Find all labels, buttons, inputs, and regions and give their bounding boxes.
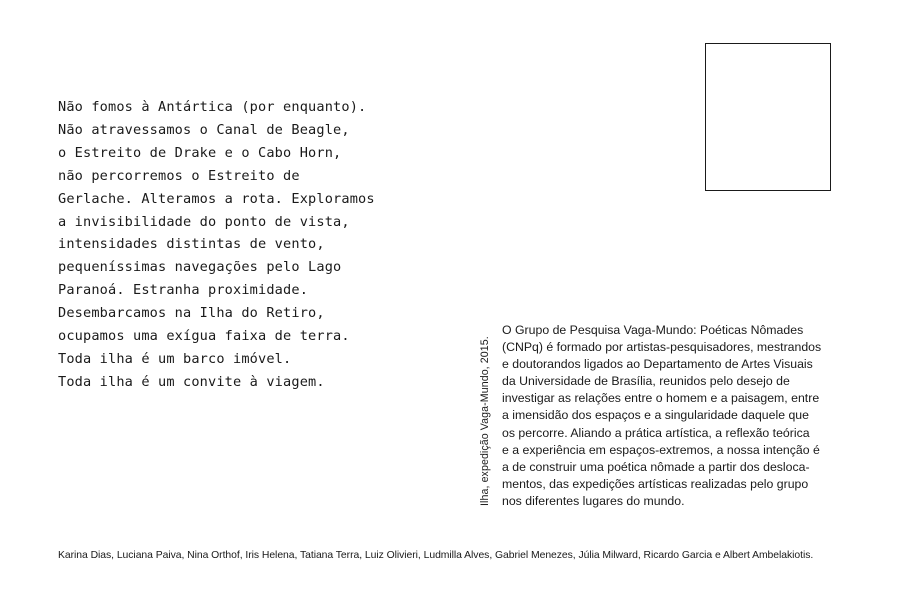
poem-line: a invisibilidade do ponto de vista, [58,213,350,230]
description-line: nos diferentes lugares do mundo. [502,493,685,508]
stamp-placeholder [705,43,831,191]
description-line: os percorre. Aliando a prática artística, a reflexão teórica [502,425,810,440]
poem-line: Toda ilha é um barco imóvel. [58,350,292,367]
poem-line: Desembarcamos na Ilha do Retiro, [58,305,325,322]
poem-text [58,96,438,394]
description-line: (CNPq) é formado por artistas-pesquisadores, mestrandos [502,340,822,355]
poem-line: Não atravessamos o Canal de Beagle, [58,121,350,138]
group-description [502,322,862,510]
description-line: O Grupo de Pesquisa Vaga-Mundo: Poéticas Nômades [502,323,804,337]
description-line: e doutorandos ligados ao Departamento de Artes Visuais [502,357,813,372]
description-line: a imensidão dos espaços e a singularidade daquele que [502,408,809,423]
poem-line: Gerlache. Alteramos a rota. Exploramos [58,190,375,207]
poem-line: ocupamos uma exígua faixa de terra. [58,328,350,345]
vertical-caption: Ilha, expedição Vaga-Mundo, 2015. [479,336,491,506]
poem-line: Não fomos à Antártica (por enquanto). [58,99,367,115]
credits-line: Karina Dias, Luciana Paiva, Nina Orthof, Iris Helena, Tatiana Terra, Luiz Olivieri, Ludmilla Alves, Gabriel Menezes, Júlia Milward, Ricardo Garcia e Albert Ambelakiotis. [58,550,814,561]
poem-line: o Estreito de Drake e o Cabo Horn, [58,144,342,161]
description-line: mentos, das expedições artísticas realizadas pelo grupo [502,476,809,491]
description-line: investigar as relações entre o homem e a paisagem, entre [502,391,820,406]
description-line: a de construir uma poética nômade a partir dos desloca- [502,459,810,474]
poem-line: pequeníssimas navegações pelo Lago [58,259,342,276]
description-line: da Universidade de Brasília, reunidos pelo desejo de [502,374,790,389]
poem-line: Toda ilha é um convite à viagem. [58,373,325,390]
poem-line: não percorremos o Estreito de [58,167,300,184]
poem-line: Paranoá. Estranha proximidade. [58,282,309,299]
poem-line: intensidades distintas de vento, [58,236,325,253]
description-line: e a experiência em espaços-extremos, a nossa intenção é [502,442,820,457]
